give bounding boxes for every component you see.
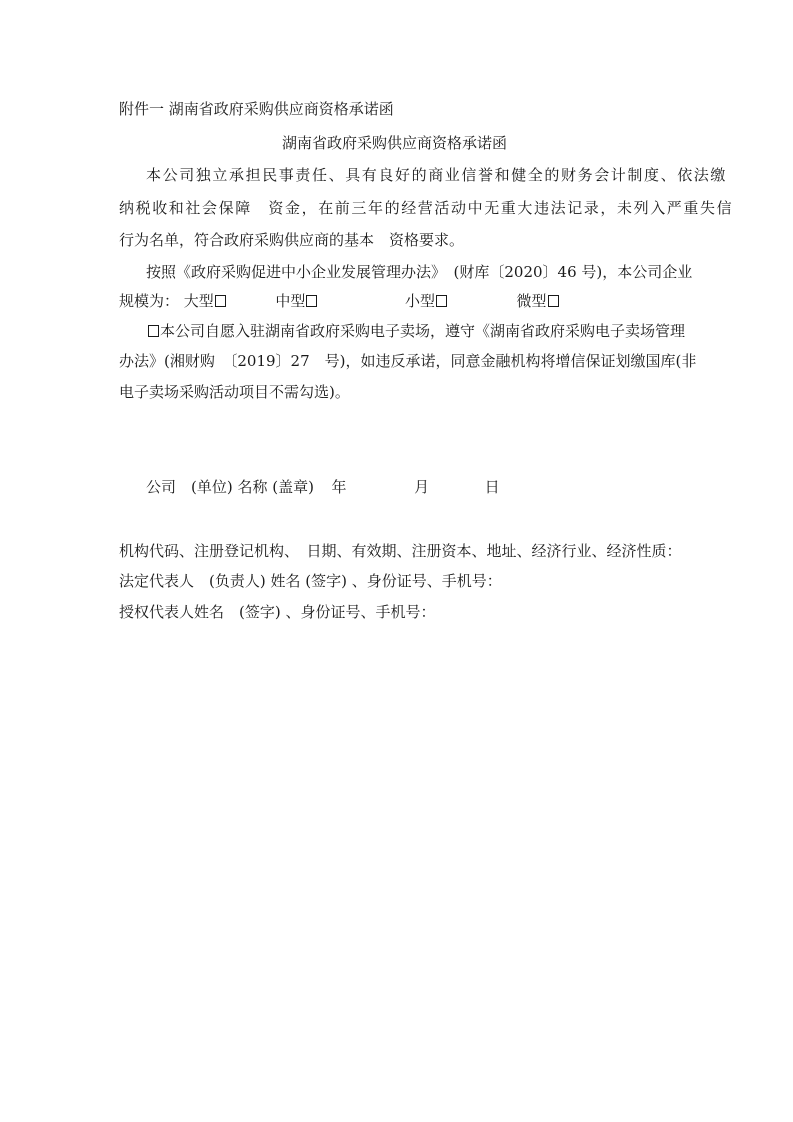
checkbox-large-icon[interactable] <box>215 295 226 307</box>
paragraph-3-line-3: 电子卖场采购活动项目不需勾选)。 <box>119 383 350 401</box>
company-seal-label: 公司 (单位) 名称 (盖章) <box>146 478 314 496</box>
info-line-authorized-rep: 授权代表人姓名 (签字) 、身份证号、手机号： <box>119 603 436 621</box>
paragraph-1-line-2: 纳税收和社会保障 资金，在前三年的经营活动中无重大违法记录，未列入严重失信 <box>119 199 734 217</box>
info-line-registration: 机构代码、注册登记机构、 日期、有效期、注册资本、地址、经济行业、经济性质： <box>119 542 682 560</box>
info-line-legal-rep: 法定代表人 (负责人) 姓名 (签字) 、身份证号、手机号： <box>119 572 502 590</box>
scale-option-small[interactable]: 小型 <box>405 292 447 310</box>
scale-option-micro[interactable]: 微型 <box>517 292 559 310</box>
paragraph-3-line-2: 办法》(湘财购 〔2019〕27 号)，如违反承诺，同意金融机构将增信保证划缴国库(非 <box>119 352 697 370</box>
checkbox-micro-icon[interactable] <box>548 295 559 307</box>
enterprise-scale-row <box>119 292 559 310</box>
e-mall-checkbox-icon[interactable] <box>148 325 159 337</box>
signature-row <box>146 478 500 496</box>
document-title: 湖南省政府采购供应商资格承诺函 <box>282 134 508 152</box>
month-label: 月 <box>414 478 430 496</box>
paragraph-2-line-1: 按照《政府采购促进中小企业发展管理办法》 (财库〔2020〕46 号)，本公司企业 <box>146 263 693 281</box>
paragraph-1-line-1: 本公司独立承担民事责任、具有良好的商业信誉和健全的财务会计制度、依法缴 <box>146 166 728 184</box>
paragraph-1-line-3: 行为名单，符合政府采购供应商的基本 资格要求。 <box>119 231 465 249</box>
day-label: 日 <box>484 478 500 496</box>
scale-option-medium[interactable]: 中型 <box>275 292 317 310</box>
checkbox-medium-icon[interactable] <box>306 295 317 307</box>
year-label: 年 <box>331 478 347 496</box>
paragraph-3-line-1: 本公司自愿入驻湖南省政府采购电子卖场，遵守《湖南省政府采购电子卖场管理 <box>148 322 685 340</box>
checkbox-small-icon[interactable] <box>436 295 447 307</box>
scale-label: 规模为： <box>119 292 180 310</box>
annex-heading: 附件一 湖南省政府采购供应商资格承诺函 <box>119 100 394 118</box>
scale-option-large[interactable]: 大型 <box>184 292 226 310</box>
